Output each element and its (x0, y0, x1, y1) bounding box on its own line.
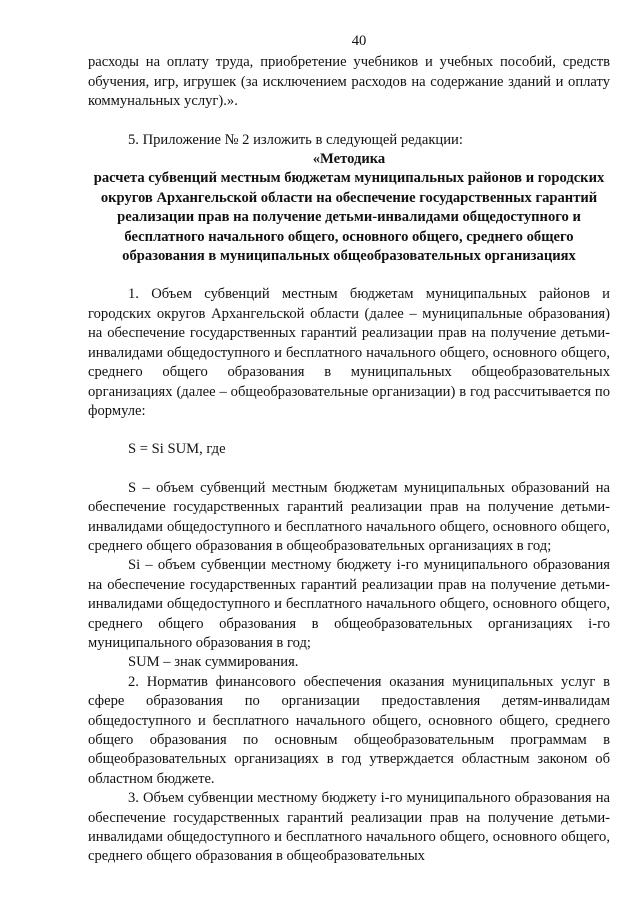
methodology-title: расчета субвенций местным бюджетам муниципальных районов и городских округов Архангельской области на обеспечение государственных гарантий реализации прав на получение детьми-инвалидами общедоступного и бесплатного начального общего, основного общего, среднего общего образования в муниципальных общеобразовательных организациях (93, 170, 605, 265)
definition-sum: SUM – знак суммирования. (128, 654, 299, 671)
definition-si: Si – объем субвенции местному бюджету i-го муниципального образования на обеспечение государственных гарантий реализации прав на получение детьми-инвалидами общедоступного и бесплатного начального общего, основного общего, среднего общего образования в общеобразовательных организациях i-го муниципального образования в год; (88, 557, 610, 651)
paragraph-3: 3. Объем субвенции местному бюджету i-го муниципального образования на обеспечение государственных гарантий реализации прав на получение детьми-инвалидами общедоступного и бесплатного начального общего, основного общего, среднего общего образования в общеобразовательных (88, 790, 610, 865)
document-page (88, 32, 610, 867)
paragraph-1: 1. Объем субвенций местным бюджетам муниципальных районов и городских округов Архангельской области (далее – муниципальные образования) на обеспечение государственных гарантий реализации прав на получение детьми-инвалидами общедоступного и бесплатного начального общего, основного общего, среднего общего образования в муниципальных общеобразовательных организациях (далее – общеобразовательные организации) в год рассчитывается по формуле: (88, 286, 610, 419)
page-number: 40 (351, 33, 367, 49)
paragraph-2: 2. Норматив финансового обеспечения оказания муниципальных услуг в сфере образования по организации предоставления детям-инвалидам общедоступного и бесплатного начального общего, основного общего, среднего общего образования по основным общеобразовательным программам в общеобразовательных организациях в год утверждается областным законом об областном бюджете. (88, 673, 610, 787)
definition-s: S – объем субвенций местным бюджетам муниципальных образований на обеспечение государственных гарантий реализации прав на получение детьми-инвалидами общедоступного и бесплатного начального общего, основного общего, среднего общего образования в общеобразовательных организациях в год; (88, 479, 610, 554)
continuation-paragraph: расходы на оплату труда, приобретение учебников и учебных пособий, средств обучения, игр, игрушек (за исключением расходов на содержание зданий и оплату коммунальных услуг).». (88, 54, 610, 110)
methodology-title-line1: «Методика (312, 151, 386, 168)
amendment-paragraph: 5. Приложение № 2 изложить в следующей редакции: (128, 131, 463, 148)
formula: S = Si SUM, где (128, 441, 226, 458)
